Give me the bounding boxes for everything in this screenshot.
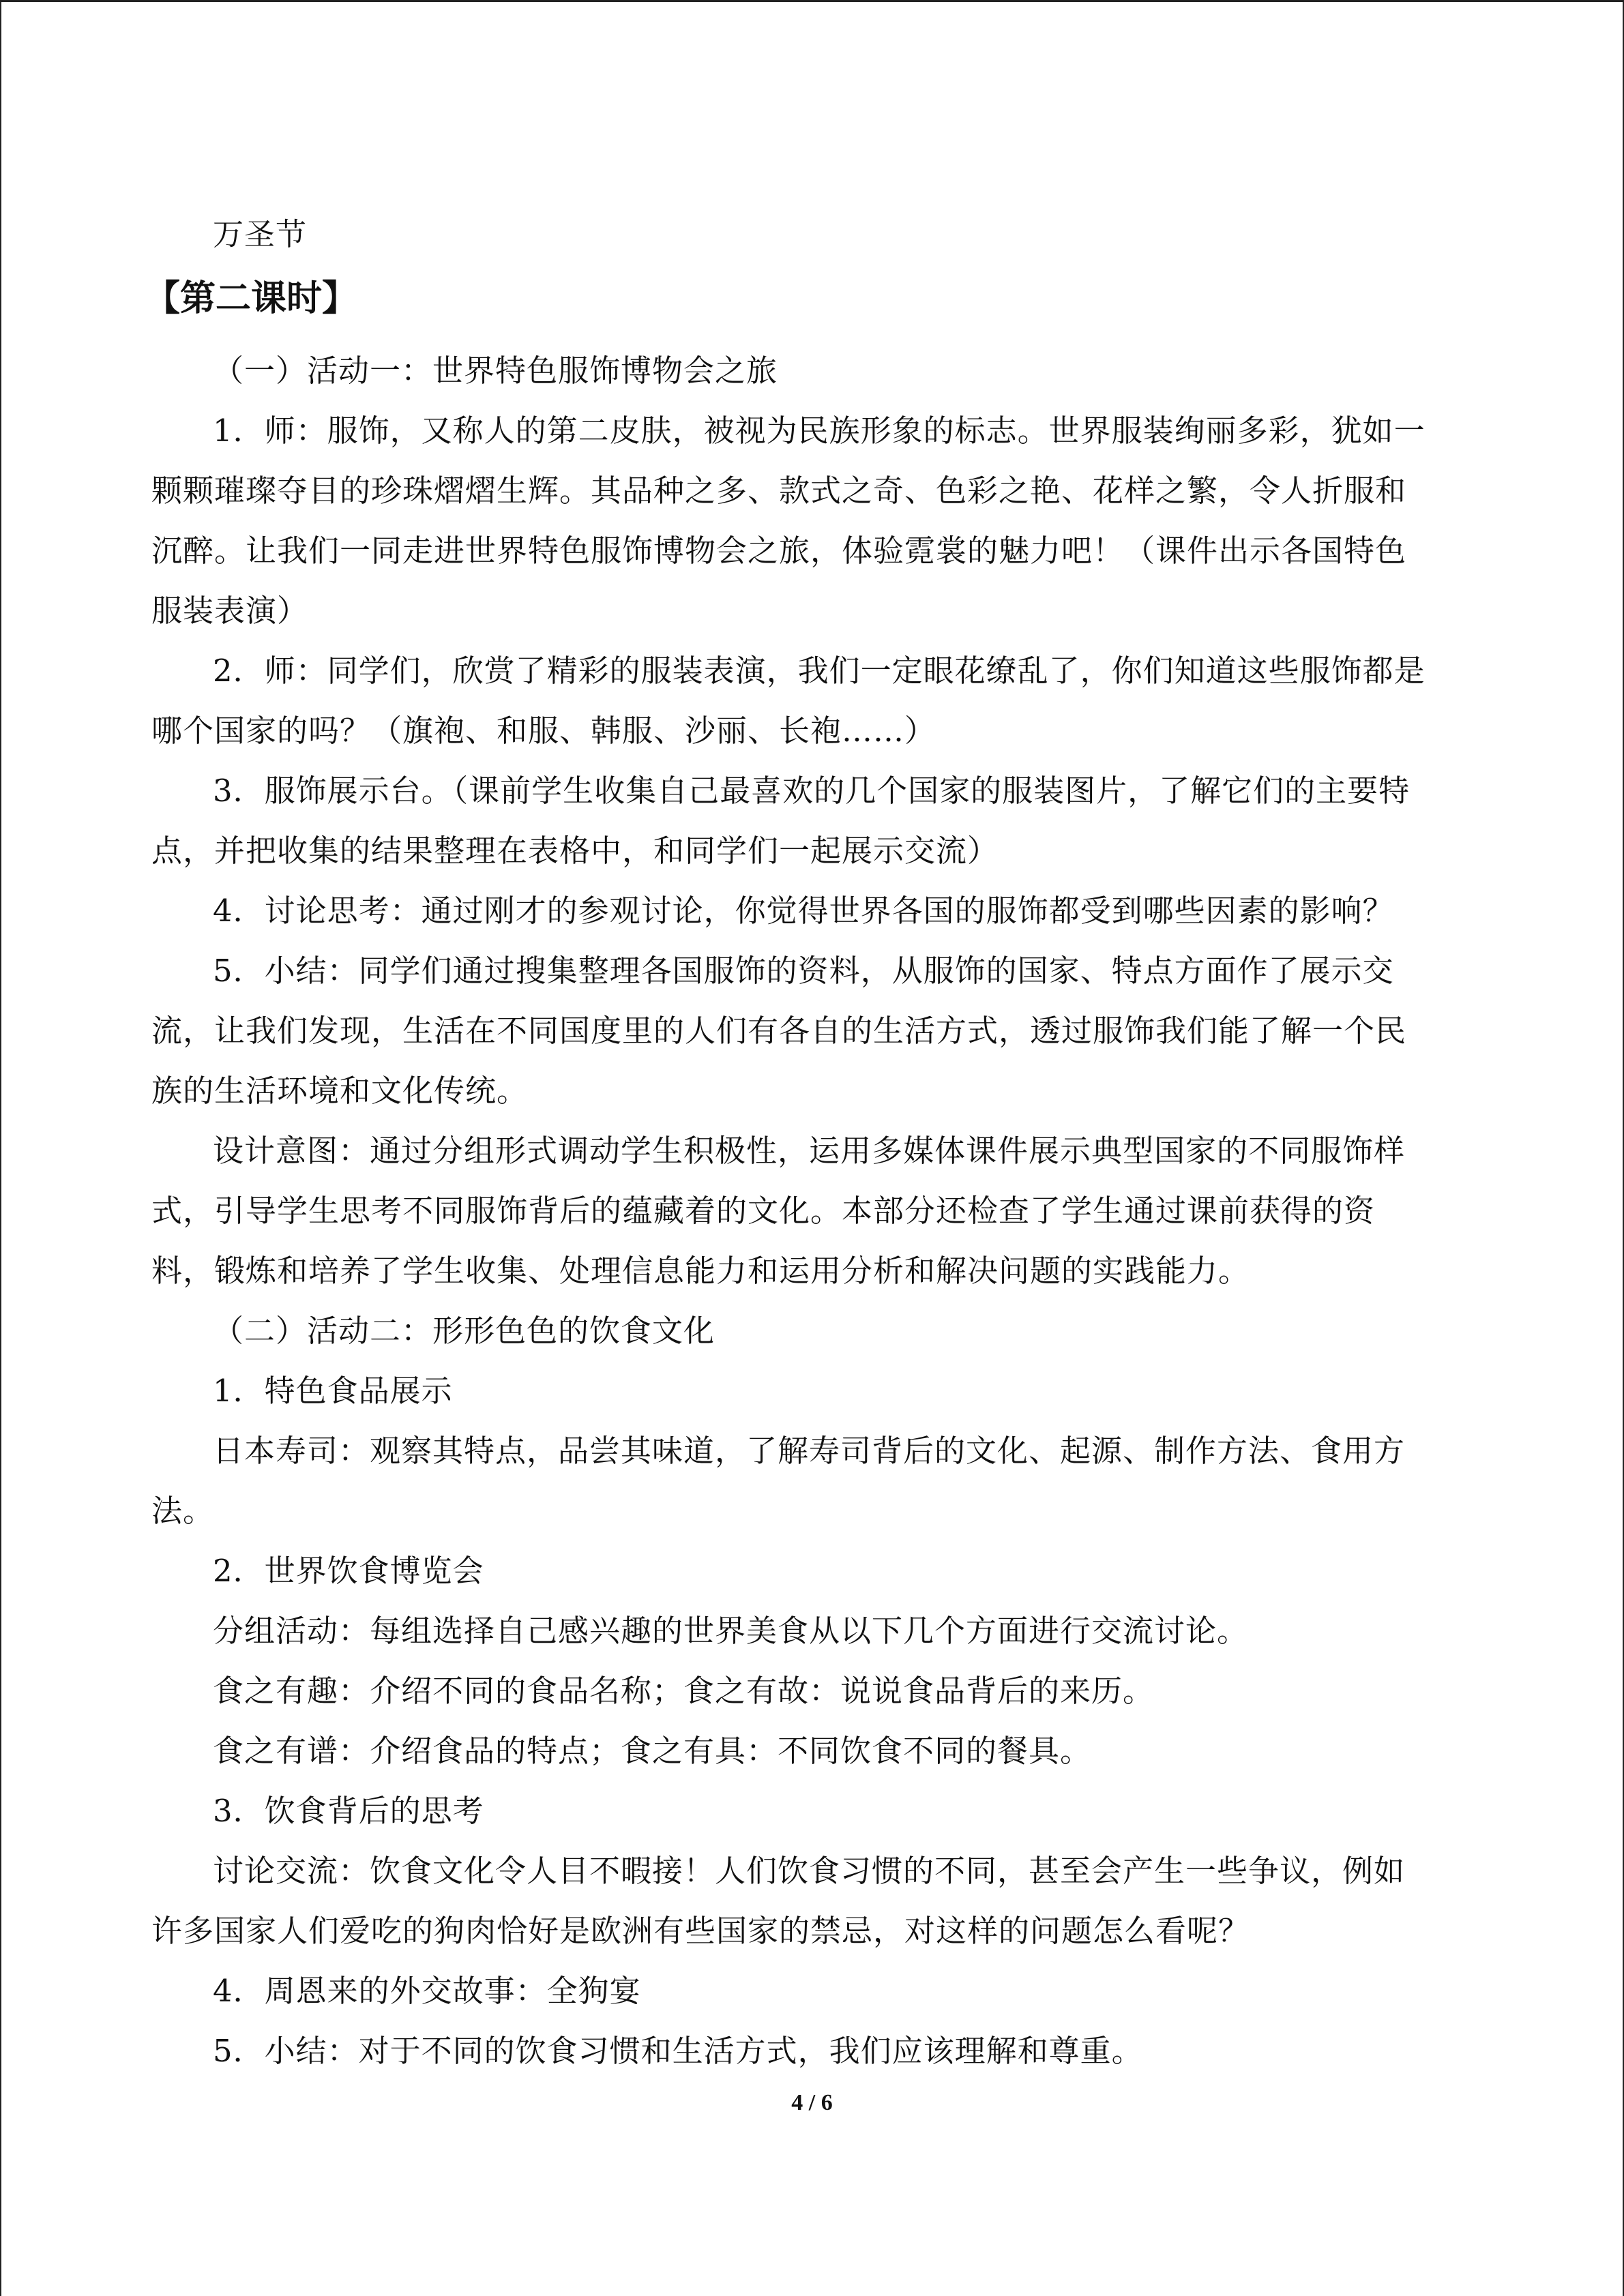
text-line: 5．小结：对于不同的饮食习惯和生活方式，我们应该理解和尊重。 [213, 2033, 1143, 2069]
document-body [145, 205, 1481, 2081]
text-line: 万圣节 [213, 216, 308, 252]
text-line: 哪个国家的吗？（旗袍、和服、韩服、沙丽、长袍……） [151, 713, 936, 749]
text-line: 3．服饰展示台。（课前学生收集自己最喜欢的几个国家的服装图片，了解它们的主要特 [213, 773, 1411, 809]
section-heading: 【第二课时】 [145, 278, 358, 319]
text-line: 3．饮食背后的思考 [213, 1793, 484, 1829]
text-line: 1．师：服饰，又称人的第二皮肤，被视为民族形象的标志。世界服装绚丽多彩，犹如一 [213, 413, 1426, 449]
text-line: 分组活动：每组选择自己感兴趣的世界美食从以下几个方面进行交流讨论。 [213, 1613, 1249, 1649]
page-left-border [0, 0, 1, 2296]
text-line: 日本寿司：观察其特点，品尝其味道，了解寿司背后的文化、起源、制作方法、食用方 [213, 1433, 1406, 1469]
text-line: 2．师：同学们，欣赏了精彩的服装表演，我们一定眼花缭乱了，你们知道这些服饰都是 [213, 653, 1426, 689]
text-line: 沉醉。让我们一同走进世界特色服饰博物会之旅，体验霓裳的魅力吧！（课件出示各国特色 [151, 533, 1407, 569]
text-line: 料，锻炼和培养了学生收集、处理信息能力和运用分析和解决问题的实践能力。 [151, 1253, 1250, 1289]
text-line: 1．特色食品展示 [213, 1373, 453, 1409]
text-line: 讨论交流：饮食文化令人目不暇接！人们饮食习惯的不同，甚至会产生一些争议，例如 [213, 1853, 1406, 1889]
text-line: 点，并把收集的结果整理在表格中，和同学们一起展示交流） [151, 833, 999, 869]
page-top-border [0, 0, 1624, 2]
text-line: 族的生活环境和文化传统。 [151, 1073, 529, 1109]
text-line: 颗颗璀璨夺目的珍珠熠熠生辉。其品种之多、款式之奇、色彩之艳、花样之繁，令人折服和 [151, 473, 1407, 509]
text-line: 设计意图：通过分组形式调动学生积极性，运用多媒体课件展示典型国家的不同服饰样 [213, 1133, 1406, 1169]
text-line: 食之有谱：介绍食品的特点；食之有具：不同饮食不同的餐具。 [213, 1733, 1092, 1769]
activity-heading: （一）活动一：世界特色服饰博物会之旅 [213, 353, 778, 389]
activity-heading: （二）活动二：形形色色的饮食文化 [213, 1313, 715, 1349]
text-line: 5．小结：同学们通过搜集整理各国服饰的资料，从服饰的国家、特点方面作了展示交 [213, 953, 1394, 989]
text-line: 4．讨论思考：通过刚才的参观讨论，你觉得世界各国的服饰都受到哪些因素的影响？ [213, 893, 1394, 929]
text-line: 流，让我们发现，生活在不同国度里的人们有各自的生活方式，透过服饰我们能了解一个民 [151, 1013, 1407, 1049]
page-number: 4 / 6 [791, 2090, 833, 2115]
text-line: 服装表演） [151, 593, 309, 629]
text-line: 4．周恩来的外交故事：全狗宴 [213, 1973, 641, 2009]
text-line: 法。 [151, 1493, 215, 1529]
text-line: 式，引导学生思考不同服饰背后的蕴藏着的文化。本部分还检查了学生通过课前获得的资 [151, 1193, 1376, 1229]
text-line: 2．世界饮食博览会 [213, 1553, 484, 1589]
text-line: 许多国家人们爱吃的狗肉恰好是欧洲有些国家的禁忌，对这样的问题怎么看呢？ [151, 1913, 1250, 1949]
text-line: 食之有趣：介绍不同的食品名称；食之有故：说说食品背后的来历。 [213, 1673, 1155, 1709]
